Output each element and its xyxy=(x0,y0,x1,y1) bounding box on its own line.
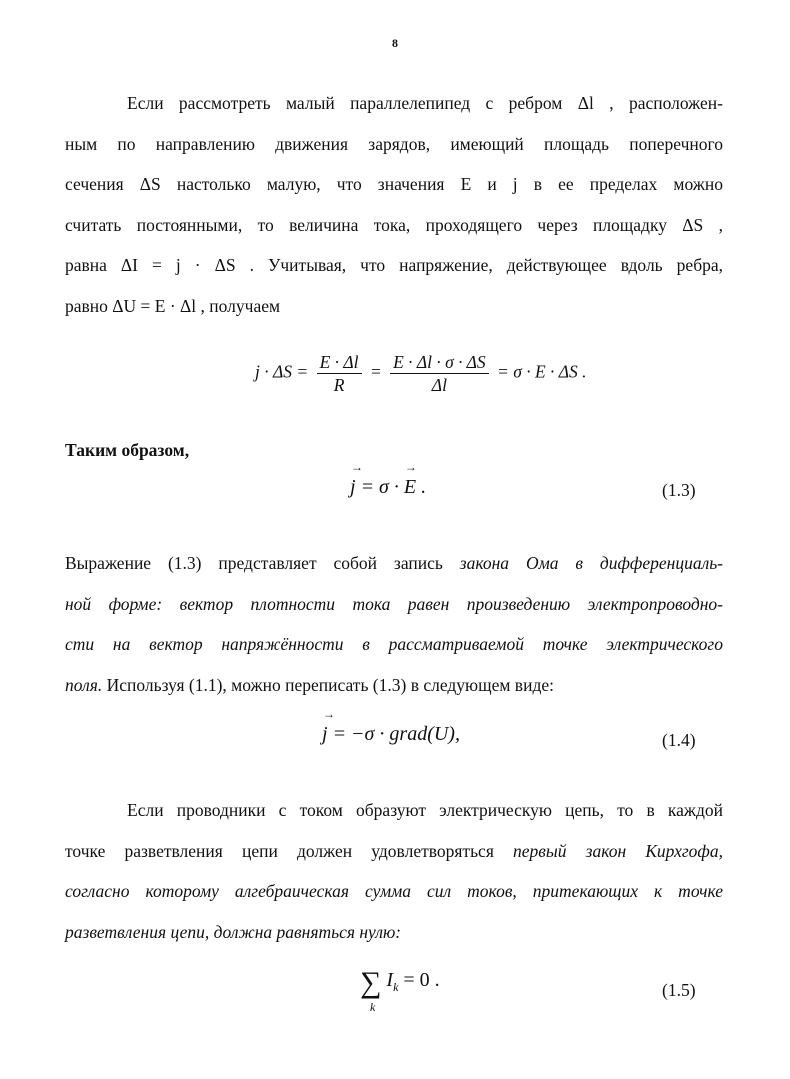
eq14-rest: = −σ · grad(U), xyxy=(327,723,460,745)
sigma-glyph: ∑ xyxy=(360,966,382,999)
eq13-mid: = σ · xyxy=(355,476,404,498)
p1-line-2: ным по направлению движения зарядов, имеющий площадь поперечного xyxy=(65,133,723,154)
p1-line-6: равно ΔU = E · Δl , получаем xyxy=(65,295,281,316)
eq-equals: = xyxy=(369,361,382,382)
paragraph-1 xyxy=(65,83,723,326)
p1-line-4: считать постоянными, то величина тока, проходящего через площадку ΔS , xyxy=(65,214,723,235)
eq15-rhs: = 0 . xyxy=(398,969,440,991)
p3-line-2 xyxy=(65,831,723,872)
p2-line-1-italic: закона Ома в дифференциаль- xyxy=(459,553,723,573)
paragraph-2 xyxy=(65,543,723,705)
fraction-2 xyxy=(390,351,489,396)
vector-e: → E xyxy=(404,476,416,499)
fraction-1 xyxy=(317,351,362,396)
eq-rhs: = σ · E · ΔS . xyxy=(497,361,587,382)
current-index: k xyxy=(393,980,399,994)
equation-1-3 xyxy=(350,476,426,499)
fraction-1-numerator: E · Δl xyxy=(317,351,362,374)
equation-1-4 xyxy=(322,723,460,746)
p3-line-2-text: точке разветвления цепи должен удовлетворяться xyxy=(65,840,514,861)
p3-line-3: согласно которому алгебраическая сумма сил токов, притекающих к точке xyxy=(65,881,723,901)
eq-lhs: j · ΔS = xyxy=(255,361,309,382)
vector-j: → j xyxy=(350,476,356,499)
page-number: 8 xyxy=(392,36,398,50)
p1-line-3: сечения ΔS настолько малую, что значения E и j в ее пределах можно xyxy=(65,174,723,194)
equation-number-1-4: (1.4) xyxy=(662,730,696,750)
fraction-2-numerator: E · Δl · σ · ΔS xyxy=(390,351,489,374)
thus-label xyxy=(65,430,723,471)
paragraph-3 xyxy=(65,790,723,952)
equation-number-1-5: (1.5) xyxy=(662,980,696,1000)
fraction-1-denominator: R xyxy=(333,375,345,395)
equation-1-5 xyxy=(360,966,440,1014)
p2-line-1 xyxy=(65,543,723,584)
thus-text: Таким образом, xyxy=(65,440,190,460)
p3-line-4: разветвления цепи, должна равняться нулю: xyxy=(65,921,402,942)
eq13-tail: . xyxy=(416,476,427,498)
p1-line-1: Если рассмотреть малый параллелепипед с ребром Δl , расположен- xyxy=(127,93,723,113)
vector-j: → j xyxy=(322,723,328,746)
p2-line-3: сти на вектор напряжённости в рассматриваемой точке электрического xyxy=(65,634,723,654)
p2-line-1-text: Выражение (1.3) представляет собой запись xyxy=(65,553,460,573)
sum-index: k xyxy=(370,1000,376,1014)
equation-current-density xyxy=(255,351,587,396)
fraction-2-denominator: Δl xyxy=(431,375,447,395)
p3-line-2-italic: первый закон Кирхгофа, xyxy=(513,840,723,861)
sum-symbol xyxy=(360,966,382,1014)
equation-number-1-3: (1.3) xyxy=(662,480,696,500)
p3-line-1: Если проводники с током образуют электрическую цепь, то в каждой xyxy=(127,800,723,820)
p1-line-5: равна ΔI = j · ΔS . Учитывая, что напряжение, действующее вдоль ребра, xyxy=(65,255,723,275)
p2-line-4-italic: поля. xyxy=(65,674,103,695)
p2-line-4-text: Используя (1.1), можно переписать (1.3) в следующем виде: xyxy=(102,674,554,695)
p2-line-2: ной форме: вектор плотности тока равен произведению электропроводно- xyxy=(65,593,723,614)
current-symbol: I xyxy=(386,969,394,991)
p2-line-4 xyxy=(65,665,723,706)
